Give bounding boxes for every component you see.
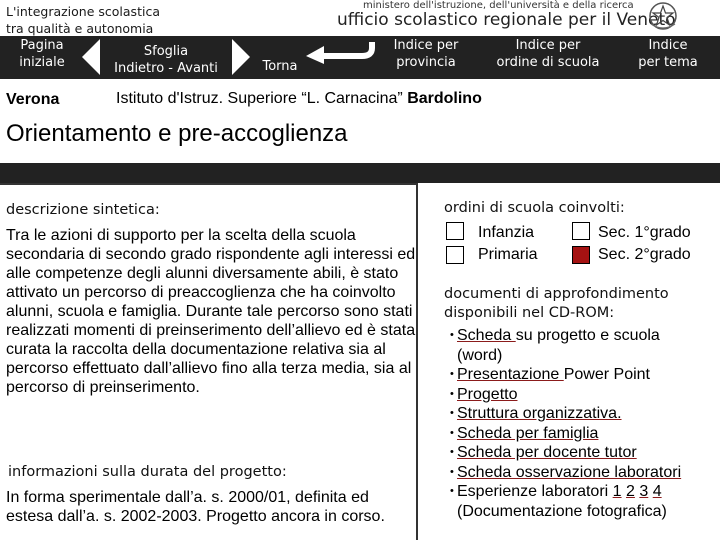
return-arrow-icon[interactable] <box>300 36 382 64</box>
description-heading: descrizione sintetica: <box>6 202 160 218</box>
doc-link-suffix: su progetto e scuola <box>515 327 660 344</box>
site-title <box>6 3 160 37</box>
labs-note: (Documentazione fotografica) <box>457 502 667 520</box>
back-button[interactable]: Torna <box>262 59 298 74</box>
browse-button[interactable] <box>104 43 228 77</box>
ministry-label: ministero dell'istruzione, dell'università e della ricerca <box>363 0 634 11</box>
description-text: Tra le azioni di supporto per la scelta della scuola secondaria di secondo grado rispondente agli interessi ed alle competenze degli alunni diversamente abili, è stato attivato un percorso di preaccoglienza che ha coinvolto alunni, scuola e famiglia. Durante tale percorso sono stati realizzati momenti di preinserimento dell’allievo ed è stata curata la raccolta della documentazione relativa sia al percorso effettuato dall’allievo fino alla terza media, sia al percorso di preinserimento. <box>6 227 416 396</box>
labs-page-link-3[interactable]: 3 <box>639 483 649 500</box>
level-checkbox-primaria <box>446 246 464 264</box>
labs-label: Esperienze laboratori <box>457 483 609 500</box>
index-by-theme-line1: Indice <box>648 38 688 53</box>
list-item <box>450 365 720 385</box>
doc-link-presentazione[interactable]: Presentazione <box>457 366 564 383</box>
duration-text: In forma sperimentale dall’a. s. 2000/01, definita ed estesa dall’a. s. 2002-2003. Progetto ancora in corso. <box>6 489 385 525</box>
index-by-province-button[interactable] <box>380 37 472 71</box>
doc-link-suffix: Power Point <box>563 366 650 383</box>
index-by-province-line2: provincia <box>396 55 456 70</box>
level-checkbox-sec2 <box>572 246 590 264</box>
school-town: Bardolino <box>407 90 482 107</box>
province-label: Verona <box>6 91 60 108</box>
list-item <box>450 326 720 365</box>
home-button[interactable] <box>8 37 76 71</box>
list-item <box>450 404 720 424</box>
doc-link-scheda-laboratori[interactable]: Scheda osservazione laboratori <box>457 463 682 481</box>
home-button-line1: Pagina <box>20 38 64 53</box>
doc-link-scheda-famiglia[interactable]: Scheda per famiglia <box>457 424 599 442</box>
documents-heading <box>444 285 714 323</box>
documents-list <box>450 326 720 521</box>
list-item <box>450 482 720 521</box>
index-by-province-line1: Indice per <box>393 38 459 53</box>
republic-emblem-icon <box>647 0 679 32</box>
labs-page-link-4[interactable]: 4 <box>652 483 662 500</box>
school-name <box>116 90 482 108</box>
browse-button-line1: Sfoglia <box>143 44 189 59</box>
browse-button-line2: Indietro - Avanti <box>114 61 218 76</box>
nav-bar <box>0 36 720 79</box>
home-button-line2: iniziale <box>19 55 65 70</box>
list-item <box>450 424 720 444</box>
title-divider <box>0 163 720 183</box>
level-label-sec2: Sec. 2°grado <box>598 246 691 263</box>
doc-link-scheda-tutor[interactable]: Scheda per docente tutor <box>457 444 637 461</box>
list-item <box>450 463 720 483</box>
office-label: ufficio scolastico regionale per il Veneto <box>337 10 676 30</box>
index-by-school-level-button[interactable] <box>486 37 610 71</box>
forward-arrow-icon[interactable] <box>230 37 252 77</box>
doc-link-struttura[interactable]: Struttura organizzativa. <box>457 405 622 422</box>
documents-heading-line1: documenti di approfondimento <box>444 286 669 302</box>
school-institute: Istituto d'Istruz. Superiore “L. Carnacina” <box>116 90 403 107</box>
duration-heading: informazioni sulla durata del progetto: <box>8 464 287 480</box>
page-title: Orientamento e pre-accoglienza <box>6 120 348 147</box>
documents-heading-line2: disponibili nel CD-ROM: <box>444 305 615 321</box>
description-panel <box>0 183 418 540</box>
school-levels-heading: ordini di scuola coinvolti: <box>444 200 625 216</box>
list-item <box>450 443 720 463</box>
list-item <box>450 385 720 405</box>
index-by-theme-line2: per tema <box>638 55 698 70</box>
doc-link-progetto[interactable]: Progetto <box>457 385 518 403</box>
index-by-theme-button[interactable] <box>630 37 706 71</box>
doc-format-note: (word) <box>457 346 503 364</box>
site-title-line1: L'integrazione scolastica <box>6 4 160 19</box>
labs-page-link-1[interactable]: 1 <box>612 483 622 500</box>
index-by-school-line1: Indice per <box>515 38 581 53</box>
site-title-line2: tra qualità e autonomia <box>6 21 154 36</box>
level-label-infanzia: Infanzia <box>478 224 535 241</box>
level-checkbox-sec1 <box>572 222 590 240</box>
level-label-primaria: Primaria <box>478 246 538 263</box>
level-checkbox-infanzia <box>446 222 464 240</box>
level-label-sec1: Sec. 1°grado <box>598 224 691 241</box>
back-arrow-icon[interactable] <box>80 37 102 77</box>
labs-page-link-2[interactable]: 2 <box>626 483 635 500</box>
index-by-school-line2: ordine di scuola <box>496 55 600 70</box>
doc-link-scheda-progetto[interactable]: Scheda <box>457 327 516 344</box>
